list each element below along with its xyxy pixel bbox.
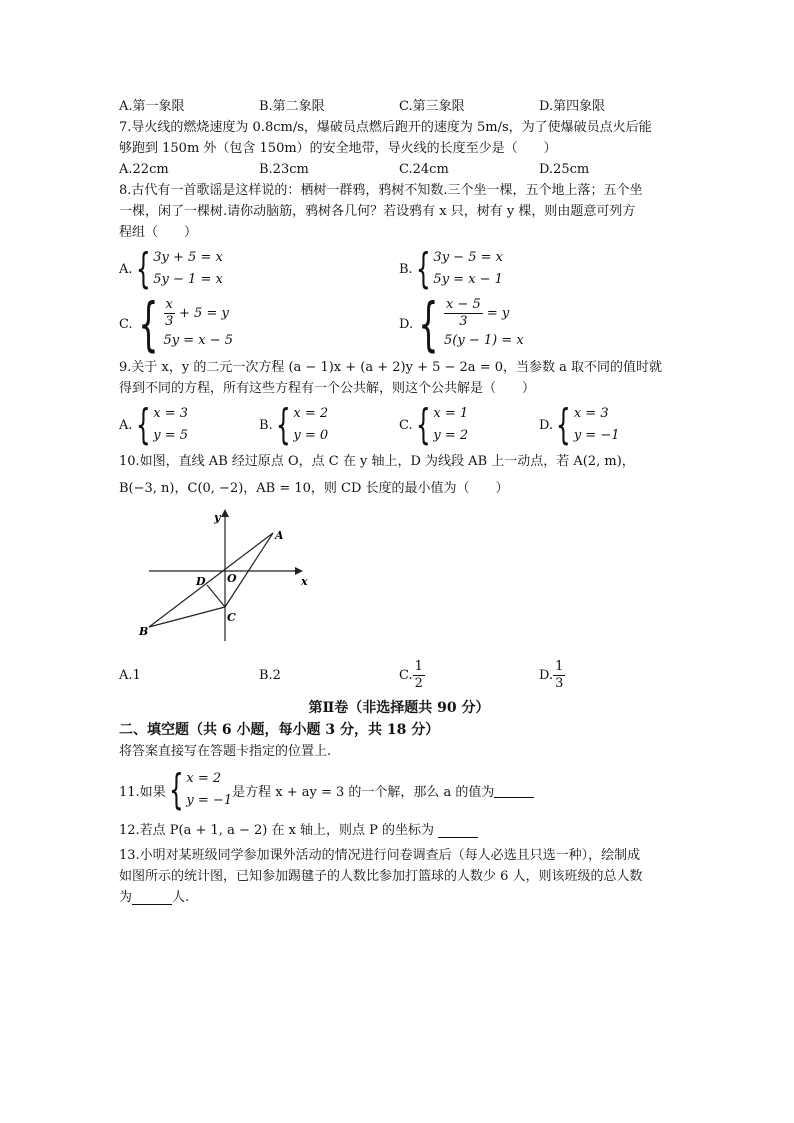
label-a: A <box>275 529 284 542</box>
q9-d-eq2: y = −1 <box>573 428 620 443</box>
q11-suffix: 是方程 x + ay = 3 的一个解，那么 a 的值为 <box>232 784 495 800</box>
brace-icon: { <box>418 290 439 358</box>
label-b: B <box>139 625 149 638</box>
q8-b-eq2: 5y = x − 1 <box>433 272 503 287</box>
q8-line1: 8.古代有一首歌谣是这样说的：栖树一群鸦，鸦树不知数.三个坐一棵，五个地上落；五个坐 <box>119 183 643 198</box>
equation-system <box>133 244 223 293</box>
brace-icon: { <box>275 400 291 449</box>
equation-system <box>273 400 329 449</box>
q11-eq2: y = −1 <box>186 793 233 808</box>
q10-option-c <box>399 659 539 692</box>
label-y: y <box>214 511 221 524</box>
q9-d-eq1: x = 3 <box>573 406 609 421</box>
q8-option-c-label: C. <box>119 316 133 332</box>
q13-line3 <box>119 887 679 908</box>
fraction-denominator: 3 <box>165 313 174 329</box>
q8-c-eq2: 5y = x − 5 <box>163 332 234 348</box>
equation-system <box>133 290 234 358</box>
fraction <box>444 297 483 330</box>
answer-blank[interactable] <box>132 890 172 905</box>
segment-ac <box>225 533 273 607</box>
equation-system <box>413 290 524 358</box>
fraction <box>164 297 175 330</box>
q9-a-eq2: y = 5 <box>153 428 189 443</box>
part-2-heading: 二、填空题（共 6 小题，每小题 3 分，共 18 分） <box>119 722 440 738</box>
q7-options <box>119 159 679 180</box>
fraction-denominator: 3 <box>459 313 468 329</box>
q11-eq1: x = 2 <box>186 771 222 786</box>
q6-option-b: B.第二象限 <box>259 99 325 114</box>
q8-c-eq1-rest: + 5 = y <box>179 305 229 321</box>
q7-option-d: D.25cm <box>539 162 590 177</box>
q10-option-c-label: C. <box>399 668 413 683</box>
segment-bc <box>149 607 225 627</box>
q9-option-c <box>399 400 539 449</box>
exam-page <box>119 96 679 908</box>
brace-icon: { <box>415 400 431 449</box>
q8-options-cd <box>119 290 679 358</box>
q6-option-d: D.第四象限 <box>539 99 606 114</box>
q9-option-a <box>119 400 259 449</box>
x-axis-arrow-icon <box>295 567 303 575</box>
label-x: x <box>301 575 308 588</box>
q8-options-ab <box>119 244 679 293</box>
fraction-numerator: x <box>165 296 173 312</box>
part-2-instruction: 将答案直接写在答题卡指定的位置上. <box>119 744 332 759</box>
q9-option-d <box>539 400 679 449</box>
q8-d-eq2: 5(y − 1) = x <box>444 332 524 348</box>
q6-option-a: A.第一象限 <box>119 99 185 114</box>
q9-a-eq1: x = 3 <box>153 406 189 421</box>
fraction <box>413 659 425 692</box>
q7-line2: 够跑到 150m 外（包含 150m）的安全地带，导火线的长度至少是（ ） <box>119 141 557 156</box>
q9-option-label: A. <box>119 417 133 433</box>
fraction-denominator: 2 <box>414 676 423 691</box>
answer-blank[interactable] <box>494 783 534 798</box>
segment-cd <box>207 585 225 607</box>
q6-option-c: C.第三象限 <box>399 99 465 114</box>
q9-option-label: C. <box>399 417 413 433</box>
fraction-numerator: 1 <box>414 659 423 674</box>
fraction-numerator: x − 5 <box>446 296 481 312</box>
q12-text: 12.若点 P(a + 1, a − 2) 在 x 轴上，则点 P 的坐标为 <box>119 823 435 838</box>
q9-line2: 得到不同的方程，所有这些方程有一个公共解，则这个公共解是（ ） <box>119 381 536 396</box>
section-2-title: 第Ⅱ卷（非选择题共 90 分） <box>308 700 490 716</box>
q11-prefix: 11.如果 <box>119 784 166 800</box>
q8-line3: 程组（ ） <box>119 225 198 240</box>
brace-icon: { <box>556 400 571 449</box>
q8-option-d <box>399 290 679 358</box>
q9-c-eq1: x = 1 <box>433 406 469 421</box>
q8-line2: 一棵，闲了一棵树.请你动脑筋，鸦树各几何？若设鸦有 x 只，树有 y 棵，则由题意可列方 <box>119 204 636 219</box>
q10-option-a-text: A.1 <box>119 668 141 683</box>
q8-option-b-label: B. <box>399 261 413 277</box>
q7-option-c: C.24cm <box>399 162 449 177</box>
brace-icon: { <box>135 400 151 449</box>
q10-options <box>119 659 679 692</box>
label-c: C <box>227 611 236 624</box>
q10-option-b-text: B.2 <box>259 668 281 683</box>
equation-system <box>133 400 189 449</box>
equation-system <box>413 244 503 293</box>
q8-a-eq2: 5y − 1 = x <box>153 272 223 287</box>
fraction-denominator: 3 <box>555 676 564 691</box>
q8-option-a-label: A. <box>119 261 133 277</box>
q7-line1: 7.导火线的燃烧速度为 0.8cm/s，爆破员点燃后跑开的速度为 5m/s，为了使爆破员点火后能 <box>119 120 652 135</box>
q12 <box>119 820 679 841</box>
label-o: O <box>227 572 237 585</box>
equation-system <box>413 400 469 449</box>
q9-b-eq1: x = 2 <box>293 406 329 421</box>
q9-option-label: D. <box>539 417 554 433</box>
q9-line1: 9.关于 x，y 的二元一次方程 (a − 1)x + (a + 2)y + 5 − 2a = 0，当参数 a 取不同的值时就 <box>119 360 663 375</box>
y-axis-arrow-icon <box>221 509 229 517</box>
equation-system <box>166 765 233 814</box>
fraction-numerator: 1 <box>555 659 564 674</box>
q8-b-eq1: 3y − 5 = x <box>433 250 503 265</box>
q9-c-eq2: y = 2 <box>433 428 469 443</box>
q8-option-c <box>119 290 399 358</box>
q8-d-eq1-rest: = y <box>486 305 510 321</box>
q8-option-b <box>399 244 679 293</box>
q13-line1: 13.小明对某班级同学参加课外活动的情况进行问卷调查后（每人必选且只选一种），绘制成 <box>119 848 641 863</box>
q10-option-b <box>259 668 399 683</box>
q11 <box>119 765 679 814</box>
fraction <box>553 659 565 692</box>
q8-a-eq1: 3y + 5 = x <box>153 250 223 265</box>
q9-b-eq2: y = 0 <box>293 428 329 443</box>
equation-system <box>553 400 620 449</box>
q8-c-eq1 <box>164 297 234 330</box>
q10-line1: 10.如图，直线 AB 经过原点 O，点 C 在 y 轴上，D 为线段 AB 上一动点，若 A(2, m)， <box>119 454 635 469</box>
q13-line3-suffix: 人. <box>172 890 190 905</box>
brace-icon: { <box>415 244 431 293</box>
q10-option-d <box>539 659 679 692</box>
q8-option-a <box>119 244 399 293</box>
label-d: D <box>196 575 206 588</box>
q10-figure <box>135 509 335 649</box>
q8-d-eq1 <box>444 297 524 330</box>
q13-line3-prefix: 为 <box>119 890 133 905</box>
answer-blank[interactable] <box>438 823 478 838</box>
q9-option-b <box>259 400 399 449</box>
brace-icon: { <box>135 244 151 293</box>
q10-option-a <box>119 668 259 683</box>
q13-line2: 如图所示的统计图，已知参加踢毽子的人数比参加打篮球的人数少 6 人，则该班级的总人数 <box>119 869 643 884</box>
q9-option-label: B. <box>259 417 273 433</box>
q7-option-a: A.22cm <box>119 162 169 177</box>
q10-line2: B(−3, n)，C(0, −2)，AB = 10，则 CD 长度的最小值为（ ） <box>119 481 509 496</box>
line-ab <box>149 533 273 627</box>
q8-option-d-label: D. <box>399 316 414 332</box>
q7-option-b: B.23cm <box>259 162 309 177</box>
brace-icon: { <box>137 290 159 358</box>
q9-options <box>119 400 679 449</box>
q10-option-d-label: D. <box>539 668 554 683</box>
brace-icon: { <box>168 765 184 814</box>
q6-options <box>119 96 679 117</box>
